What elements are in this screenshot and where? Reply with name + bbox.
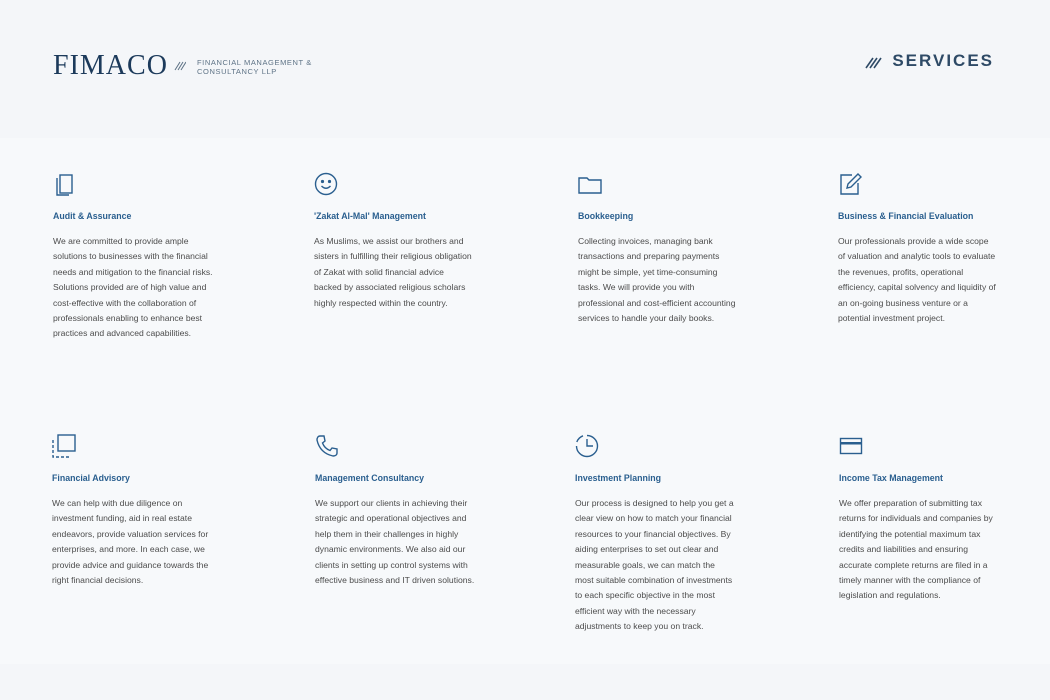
service-title[interactable]: Investment Planning [575, 473, 662, 483]
service-description: Our professionals provide a wide scope of valuation and analytic tools to evaluate the revenues, profits, operational efficiency, capital solvency and liquidity of an on-going business venture or a potential investment project. [838, 236, 996, 324]
documents-icon [53, 172, 77, 196]
service-title[interactable]: Management Consultancy [315, 473, 425, 483]
service-title[interactable]: Business & Financial Evaluation [838, 211, 974, 221]
service-title[interactable]: Bookkeeping [578, 211, 634, 221]
service-title[interactable]: Financial Advisory [52, 473, 130, 483]
brand-subtitle-line2: CONSULTANCY LLP [197, 67, 277, 76]
service-description: We offer preparation of submitting tax returns for individuals and companies by identifying the potential maximum tax credits and liabilities and ensuring accurate complete returns are filed in a timely manner with the compliance of legislation and regulations. [839, 498, 993, 601]
service-description: We support our clients in achieving their strategic and operational objectives and help them in their challenges in highly dynamic environments. We also aid our clients in setting up control systems with effective business and IT driven solutions. [315, 498, 475, 586]
services-nav-link[interactable] [865, 50, 994, 72]
service-description: We are committed to provide ample solutions to businesses with the financial needs and mitigation to the financial risks. Solutions provided are of high value and cost-effective with the collaboration of professionals enabling to enhance best practices and advanced capabilities. [53, 236, 213, 339]
phone-icon [315, 434, 339, 458]
brand-logo[interactable]: FIMACO [53, 50, 168, 81]
credit-card-icon [839, 434, 863, 458]
service-title[interactable]: 'Zakat Al-Mal' Management [314, 211, 426, 221]
brand-subtitle-line1: FINANCIAL MANAGEMENT & [197, 58, 312, 67]
slash-mark-icon [174, 61, 186, 71]
service-description: As Muslims, we assist our brothers and sisters in fulfilling their religious obligation of Zakat with solid financial advice backed by associated religious scholars highly respected within the country. [314, 236, 472, 308]
select-icon [52, 434, 76, 458]
site-header [0, 0, 1050, 138]
slash-mark-icon [865, 54, 882, 69]
smiley-icon [314, 172, 338, 196]
service-title[interactable]: Audit & Assurance [53, 211, 132, 221]
edit-icon [838, 172, 862, 196]
service-description: Collecting invoices, managing bank transactions and preparing payments might be simple, yet time-consuming tasks. We will provide you with professional and cost-efficient accounting services to handle your daily books. [578, 236, 736, 324]
service-description: We can help with due diligence on investment funding, aid in real estate endeavors, provide valuation services for enterprises, and more. In each case, we provide advice and guidance towards the right financial decisions. [52, 498, 209, 586]
service-title[interactable]: Income Tax Management [839, 473, 943, 483]
services-panel [0, 138, 1050, 664]
brand-subtitle [197, 58, 312, 76]
folder-icon [578, 172, 602, 196]
pie-chart-icon [575, 434, 599, 458]
service-description: Our process is designed to help you get a clear view on how to match your financial resources to your financial objectives. By aiding enterprises to set out clear and measurable goals, we can match the most suitable combination of investments to each specific objective in the most efficient way with the necessary adjustments to keep you on track. [575, 498, 734, 632]
services-nav-label: SERVICES [892, 51, 994, 70]
